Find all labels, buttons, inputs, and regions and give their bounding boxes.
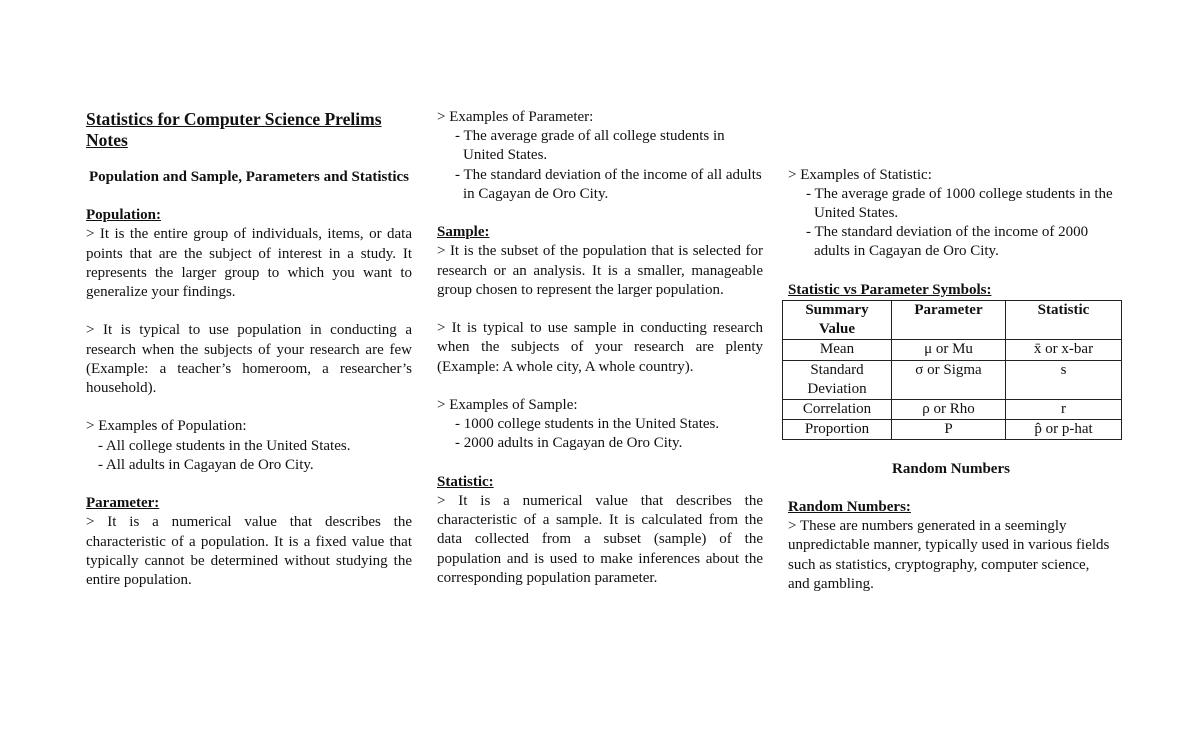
table-cell: μ or Mu <box>892 340 1006 360</box>
table-cell: ρ or Rho <box>892 399 1006 419</box>
table-cell: s <box>1006 360 1122 399</box>
symbols-table-header-row <box>783 300 1122 339</box>
symbols-heading: Statistic vs Parameter Symbols: <box>788 281 992 298</box>
table-cell: x̄ or x-bar <box>1006 340 1122 360</box>
population-example-item: - All adults in Cagayan de Oro City. <box>98 456 314 473</box>
sample-examples-heading: > Examples of Sample: <box>437 397 578 413</box>
table-cell: Proportion <box>783 420 892 440</box>
statistic-example-item: - The average grade of 1000 college students in the United States. <box>806 185 1113 221</box>
symbols-header-cell: Summary Value <box>783 300 892 339</box>
table-row <box>783 399 1122 419</box>
table-row <box>783 360 1122 399</box>
parameter-heading: Parameter: <box>86 495 160 512</box>
sample-example-item: - 1000 college students in the United States. <box>455 416 720 433</box>
symbols-table <box>782 300 1122 440</box>
sample-typical-use: > It is typical to use sample in conducting research when the subjects of your research are plenty (Example: A whole city, A whole country). <box>437 320 763 375</box>
column-3 <box>788 108 1114 594</box>
table-cell: Correlation <box>783 399 892 419</box>
table-cell: σ or Sigma <box>892 360 1006 399</box>
random-numbers-definition: > These are numbers generated in a seemingly unpredictable manner, typically used in various fields such as statistics, cryptography, computer science, and gambling. <box>788 518 1110 592</box>
population-example-item: - All college students in the United States. <box>98 437 351 454</box>
document-title: Statistics for Computer Science Prelims Notes <box>86 109 382 150</box>
parameter-example-item: - The standard deviation of the income of all adults in Cagayan de Oro City. <box>455 166 762 202</box>
population-definition: > It is the entire group of individuals, items, or data points that are the subject of interest in a study. It represents the larger group to which you want to generalize your findings. <box>86 226 412 301</box>
random-numbers-heading: Random Numbers: <box>788 498 911 515</box>
parameter-definition: > It is a numerical value that describes the characteristic of a population. It is a fixed value that typically cannot be determined without studying the entire population. <box>86 514 412 589</box>
population-examples-heading: > Examples of Population: <box>86 418 247 435</box>
table-cell: Standard Deviation <box>783 360 892 399</box>
sample-heading: Sample: <box>437 224 490 241</box>
sample-definition: > It is the subset of the population that is selected for research or an analysis. It is a smaller, manageable group chosen to represent the larger population. <box>437 243 763 298</box>
sample-example-item: - 2000 adults in Cagayan de Oro City. <box>455 435 683 452</box>
section-subtitle: Population and Sample, Parameters and Statistics <box>88 169 409 185</box>
parameter-examples-heading: > Examples of Parameter: <box>437 109 594 125</box>
table-cell: r <box>1006 399 1122 419</box>
column-1 <box>86 108 412 590</box>
statistic-example-item: - The standard deviation of the income of 2000 adults in Cagayan de Oro City. <box>806 224 1089 260</box>
symbols-header-cell: Parameter <box>892 300 1006 339</box>
population-heading: Population: <box>86 207 162 224</box>
symbols-header-cell: Statistic <box>1006 300 1122 339</box>
population-typical-use: > It is typical to use population in conducting a research when the subjects of your research are few (Example: a teacher’s homeroom, a researcher’s household). <box>86 322 412 397</box>
column-2 <box>437 108 763 588</box>
table-row <box>783 340 1122 360</box>
random-numbers-title: Random Numbers <box>892 460 1010 477</box>
statistic-heading: Statistic: <box>437 473 494 490</box>
table-cell: P <box>892 420 1006 440</box>
statistic-definition: > It is a numerical value that describes the characteristic of a sample. It is calculated from the data collected from a subset (sample) of the population and is used to make inferences about the corresponding population parameter. <box>437 493 763 586</box>
table-row <box>783 420 1122 440</box>
parameter-example-item: - The average grade of all college students in United States. <box>455 128 725 164</box>
statistic-examples-heading: > Examples of Statistic: <box>788 166 932 183</box>
table-cell: p̂ or p-hat <box>1006 420 1122 440</box>
table-cell: Mean <box>783 340 892 360</box>
